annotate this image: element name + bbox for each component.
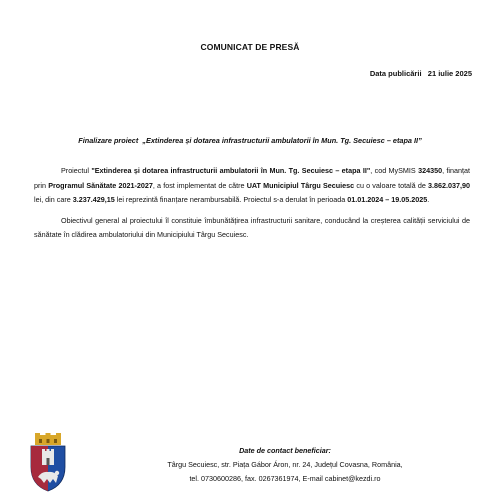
text-span: lei, din care — [34, 195, 73, 204]
publication-date — [370, 69, 472, 78]
beneficiary-name: UAT Municipiul Târgu Secuiesc — [246, 180, 355, 190]
contact-section — [130, 444, 440, 486]
text-span: Proiectul — [61, 166, 92, 175]
project-name: "Extinderea și dotarea infrastructurii ambulatorii în Mun. Tg. Secuiesc – etapa II" — [91, 166, 371, 175]
text-span: , a fost implementat de către — [152, 180, 247, 190]
contact-phone-email: tel. 0730600286, fax. 0267361974, E-mail cabinet@kezdi.ro — [189, 474, 381, 483]
paragraph-project-details — [34, 164, 470, 208]
text-span: cu o valoare totală de — [354, 180, 429, 190]
subject-line — [0, 136, 500, 145]
text-span: , cod MySMIS — [370, 166, 419, 175]
mysmis-code: 324350 — [418, 166, 443, 175]
text-span: lei reprezintă finanțare nerambursabilă. Proiectul s-a derulat în perioada — [114, 195, 348, 204]
text-span: . — [427, 195, 430, 204]
funding-program: Programul Sănătate 2021-2027 — [48, 180, 153, 190]
subject-prefix: Finalizare proiect — [78, 136, 139, 145]
page-title: COMUNICAT DE PRESĂ — [200, 42, 300, 52]
contact-title: Date de contact beneficiar: — [239, 446, 331, 455]
grant-value: 3.237.429,15 — [72, 195, 115, 204]
text-span: , finanțat prin — [34, 166, 471, 190]
publication-date-value: 21 iulie 2025 — [427, 69, 472, 78]
municipal-coat-of-arms-icon — [28, 433, 68, 493]
paragraph-objective: Obiectivul general al proiectului îl constituie îmbunătățirea infrastructurii sanitare, conducând la creșterea calității serviciului de sănătate în clădirea ambulatoriului din Municipiului Târgu Secuiesc. — [34, 215, 470, 239]
publication-date-label: Data publicării — [369, 69, 422, 78]
subject-project-name: „Extinderea și dotarea infrastructurii ambulatorii în Mun. Tg. Secuiesc – etapa II” — [142, 136, 422, 145]
project-period: 01.01.2024 – 19.05.2025 — [347, 195, 428, 204]
press-release-body — [34, 164, 470, 243]
contact-address: Târgu Secuiesc, str. Piața Gábor Áron, nr. 24, Județul Covasna, România, — [167, 460, 403, 469]
total-value: 3.862.037,90 — [428, 180, 470, 190]
